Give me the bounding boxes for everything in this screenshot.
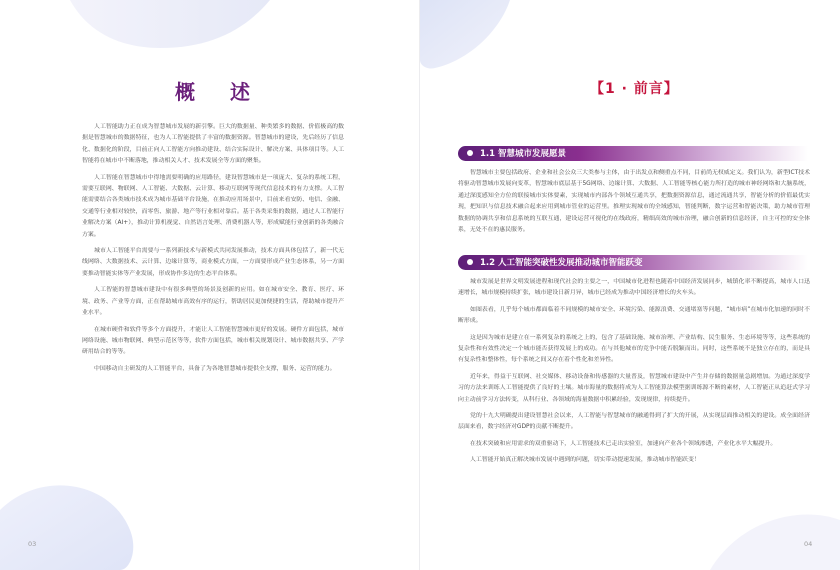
section1-body-text	[458, 168, 810, 241]
page-number: 04	[804, 540, 813, 548]
decorative-blob-top	[70, 0, 270, 60]
bullet-icon	[467, 150, 473, 156]
paragraph: 城市发展是世界文明发展进程和现代社会的主要之一，中国城市化进程也随着中国经济发展同步，城镇化率不断提高，城市人口迅速增长，城市规模持续扩张，城市建设日新月异，城市已经成为推动中国经济增长的火车头。	[458, 279, 810, 297]
decorative-blob-bottom	[0, 470, 140, 570]
section-title: 【1 · 前言】	[590, 81, 679, 97]
section-heading-bar	[458, 146, 808, 161]
section-heading: 1.1 智慧城市发展愿景	[480, 149, 567, 159]
paragraph: 中国移动自主研发的人工智能平台，具备了为各地智慧城市提供全支撑，服务、运营的能力。	[94, 365, 336, 372]
paragraph: 人工智能开始真正解决城市发展中遇到的问题，切实带动提速发展，推动城市智能跃变！	[470, 457, 700, 464]
decorative-blob-top-right	[420, 0, 510, 70]
decorative-blob-bottom-right	[690, 500, 840, 570]
paragraph: 人工智能在智慧城市中得地需要明确的应用路径，建设智慧城市是一项庞大、复杂的系统工程，需要互联网、物联网、人工智能、大数据、云计算、移动互联网等现代信息技术的有力支撑。人工智能需要结合各类城市技术成为城市基础平台设施，在推动应用场景中，目前来看安防、电信、金融、交通等行业相对较快，而零售、旅游、地产等行业相对靠后。基于各类采集的数据，通过人工智能行业解决方案（AI+），推动计算机视觉、自然语言处理、消费机器人等，形成赋能行业创新的各类融合方案。	[82, 174, 344, 238]
paragraph: 在城市硬件和软件等多个方面提升，才能让人工智能智慧城市更好的发展。硬件方面包括，城市网络设施、城市物联网、典型示范区等等，软件方面包括，城市相关规划设计、城市数据共享、产学研用结合的等等。	[82, 326, 344, 356]
paragraph: 如图表看，几乎每个城市都面临着不同规模的城市安全、环境污染、能源浪费、交通堵塞等问题，“城市病”在城市化加速的同时不断形成。	[458, 306, 810, 325]
paragraph: 近年来，得益于互联网、社交媒体、移动设备和传感器的大量普及，智慧城市建设中产生并存储的数据量急剧增加。为通过深度学习的方法来训练人工智能提供了良好的土壤。城市海量的数据将成为人工智能算法模型据训练源不断的素材，人工智能正从追赶式学习向主动前学习方法转变，从科行业、各领域的海量数据中积累经验，发现规律，持续提升。	[458, 373, 810, 403]
section2-body-text	[458, 277, 810, 472]
paragraph: 这是因为城市是建立在一系列复杂的系统之上的，包含了基础设施、城市治理、产业结构、民生服务、生态环境等等，这些系统的复杂性和有效性决定一个城市能否获得发展上的成功。在与其他城市的竞争中能否脱颖而出。同时，这些系统不是独立存在的，而是具有复杂性和整体性，每个系统之间又存在着个性化和差异性。	[458, 334, 810, 364]
page-number: 03	[28, 540, 37, 548]
paragraph: 人工智能助力正在成为智慧城市发展的新引擎。巨大的数据量、种类繁多的数据、价值极高的数据是智慧城市的数据特征，也为人工智能提供了丰富的数据资源。智慧城市的建设，先后经历了信息化、数据化的阶段，目前正向人工智能方向推动建设、结合实际设计、解决方案、具体项目等。人工智能将在城市中不断落地，推动相关人才、技术发展全等方面的聚集。	[82, 124, 344, 165]
bullet-icon	[467, 259, 473, 265]
left-body-text	[82, 122, 344, 380]
section-heading: 1.2 人工智能突破性发展推动城市智能跃变	[480, 258, 643, 268]
paragraph: 在技术突破和应用需求的双重驱动下，人工智能技术已走出实验室，加速向产业各个领域渗透，产业化水平大幅提升。	[470, 440, 777, 447]
page-title: 概 述	[175, 80, 264, 104]
paragraph: 人工智能的智慧城市建设中有很多典型的场景及创新的应用。如在城市安全、教育、医疗、环境、政务、产业等方面，正在帮助城市高效有序的运行，帮助居民更加便捷的生活，帮助城市提升产业水平。	[82, 287, 344, 317]
paragraph: 党的十九大明确提出建设智慧社会以来，人工智能与智慧城市的融通得到了扩大的开展，从实现层面推动相关的建设。成全面经济层面来看，数字经济对GDP的贡献不断提升。	[458, 413, 810, 431]
paragraph: 智慧城市主要包括政府、企业和社会公众三大类参与主体，由于出发点和侧重点不同，目前尚无权威定义。我们认为，新型ICT技术将驱动智慧城市发展向变革，智慧城市底层基于5G网络、边缘计算、大数据、人工智能等核心能力所打造的城市神经网络和大脑系统，通过深度感知全方位的联接城市实体要素，实现城市内部各个领域互通共享，把数据资源信息，通过流通共享，智能分析的价值最优实现，把知识与信息技术融合起来应用到城市管业的运营里。推理实现城市的全域感知，智能判断，数字运营和智能决策，助力城市管理数据的协调共享和信息系统的互联互通，建设运营可视化的在线政府，精细高效的城市治理，融合创新的信息经济，自主可控的安全体系，无处不在的惠民服务。	[458, 170, 810, 234]
section-heading-bar	[458, 255, 808, 270]
paragraph: 城市人工智能平台需要与一系列新技术与新模式共同发展推动，技术方面具体包括了，新一代无线网络、大数据技术、云计算、边缘计算等，商业模式方面，一方面要形成产业生态体系，另一方面要推动智能实体等产业发展，形成协作多边的生态平台体系。	[82, 248, 344, 277]
